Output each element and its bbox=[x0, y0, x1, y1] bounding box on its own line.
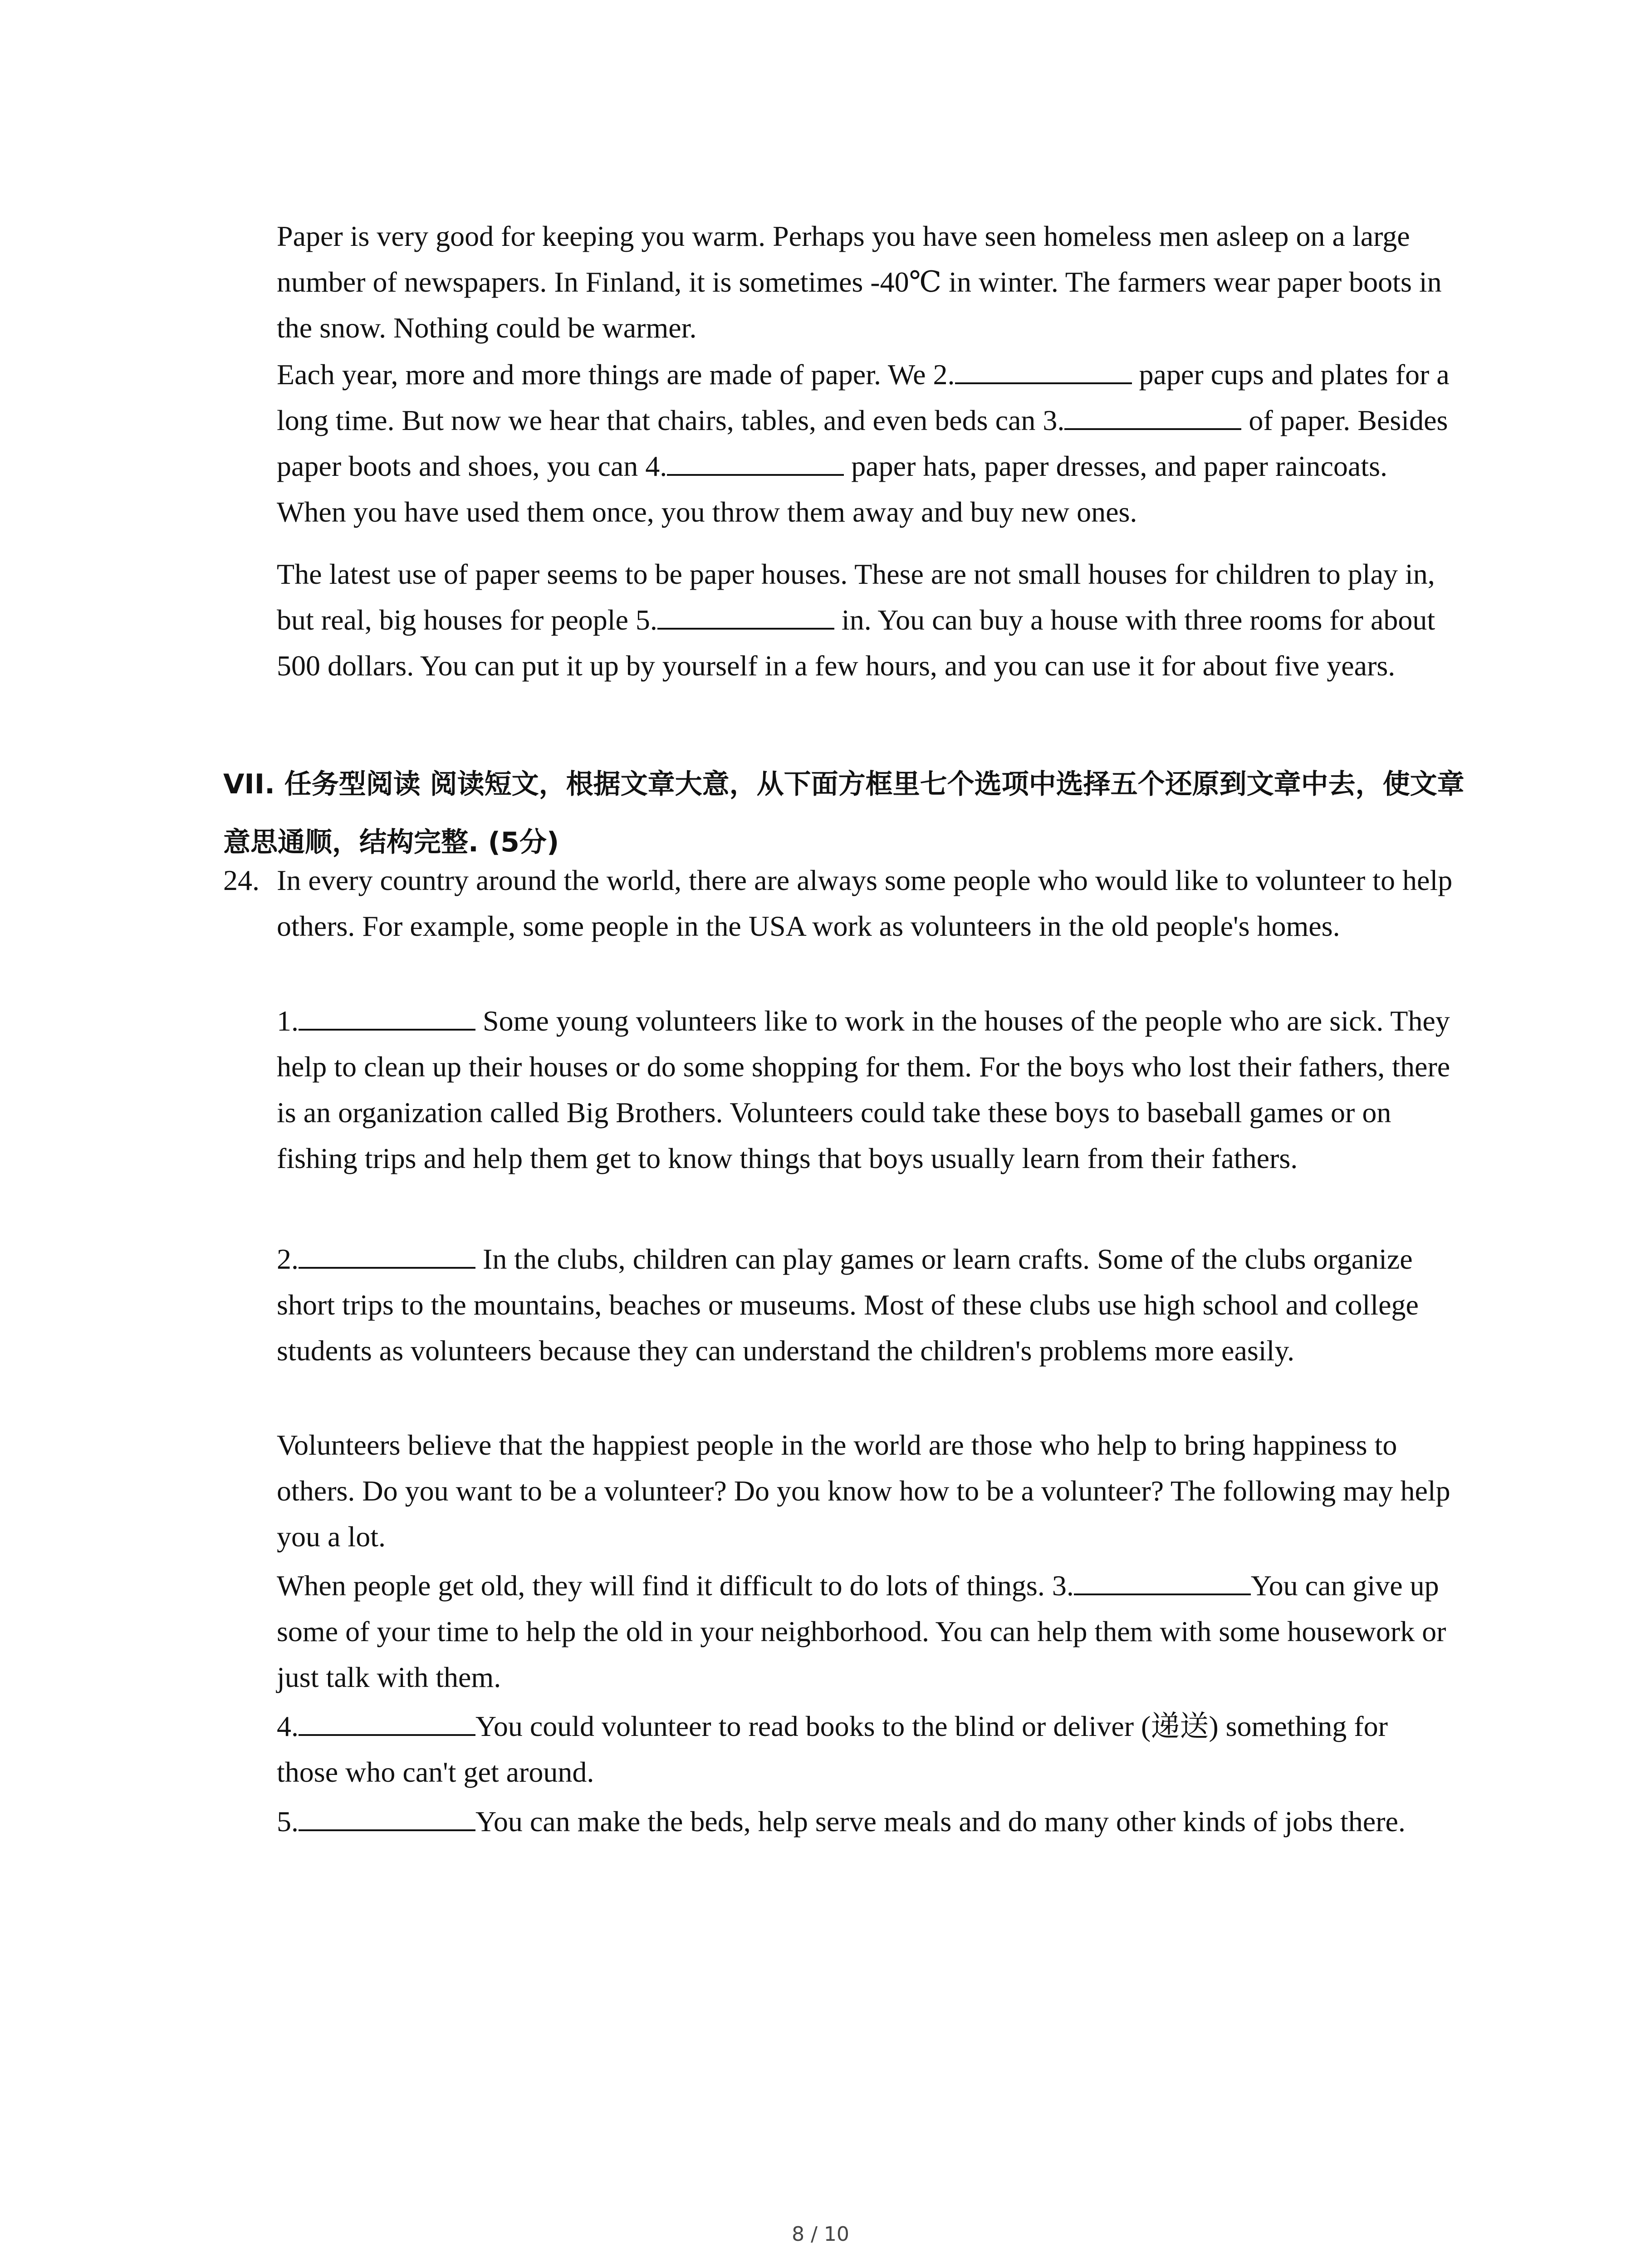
question24-paragraph-4: Volunteers believe that the happiest people in the world are those who help to bring happiness to others. Do you want to be a volunteer? Do you know how to be a volunteer? The following may help you a lot. bbox=[277, 1429, 1450, 1553]
question24-paragraph-6: 4. You could volunteer to read books to the blind or deliver (递送) something for those who can't get around. bbox=[277, 1703, 1456, 1795]
answer-blank[interactable] bbox=[955, 355, 1132, 384]
passage1-paragraph-2: Each year, more and more things are made of paper. We 2. paper cups and plates for a long time. But now we hear that chairs, tables, and even beds can 3. of paper. Besides paper boots and shoes, you can 4. paper hats, paper dresses, and paper raincoats. When you have used them once, you throw them away and buy new ones. bbox=[277, 352, 1456, 535]
page-number: 8 / 10 bbox=[792, 2223, 849, 2246]
passage1-paragraph-3: The latest use of paper seems to be paper houses. These are not small houses for children to play in, but real, big houses for people 5. in. You can buy a house with three rooms for about 500 dollars. You can put it up by yourself in a few hours, and you can use it for about five years. bbox=[277, 558, 1435, 682]
answer-blank[interactable] bbox=[667, 447, 844, 476]
question24-paragraph-7: 5. You can make the beds, help serve meals and do many other kinds of jobs there. bbox=[277, 1799, 1456, 1844]
question24-paragraph-3: 2. In the clubs, children can play games or learn crafts. Some of the clubs organize short trips to the mountains, beaches or museums. Most of these clubs use high school and college students as volunteers because they can understand the children's problems more easily. bbox=[277, 1236, 1456, 1374]
question-number: 24. bbox=[223, 864, 260, 896]
question24-paragraph-1: In every country around the world, there are always some people who would like to volunteer to help others. For example, some people in the USA work as volunteers in the old people's homes. bbox=[277, 864, 1453, 942]
question24-paragraph-5: When people get old, they will find it difficult to do lots of things. 3. You can give up some of your time to help the old in your neighborhood. You can help them with some housework or just talk with them. bbox=[277, 1563, 1456, 1700]
answer-blank[interactable] bbox=[299, 1707, 475, 1736]
passage1-paragraph-1: Paper is very good for keeping you warm. Perhaps you have seen homeless men asleep on a large number of newspapers. In Finland, it is sometimes -40℃ in winter. The farmers wear paper boots in the snow. Nothing could be warmer. bbox=[277, 220, 1442, 344]
section-heading: VII. 任务型阅读 阅读短文，根据文章大意，从下面方框里七个选项中选择五个还原到文章中去，使文章意思通顺，结构完整. (5分) bbox=[223, 768, 1465, 858]
answer-blank[interactable] bbox=[299, 1002, 475, 1031]
answer-blank[interactable] bbox=[1074, 1566, 1251, 1595]
answer-blank[interactable] bbox=[657, 601, 834, 630]
answer-blank[interactable] bbox=[299, 1240, 475, 1269]
question24-paragraph-2: 1. Some young volunteers like to work in the houses of the people who are sick. They help to clean up their houses or do some shopping for them. For the boys who lost their fathers, there is an organization called Big Brothers. Volunteers could take these boys to baseball games or on fishing trips and help them get to know things that boys usually learn from their fathers. bbox=[277, 998, 1456, 1181]
answer-blank[interactable] bbox=[299, 1802, 475, 1831]
answer-blank[interactable] bbox=[1064, 401, 1241, 430]
